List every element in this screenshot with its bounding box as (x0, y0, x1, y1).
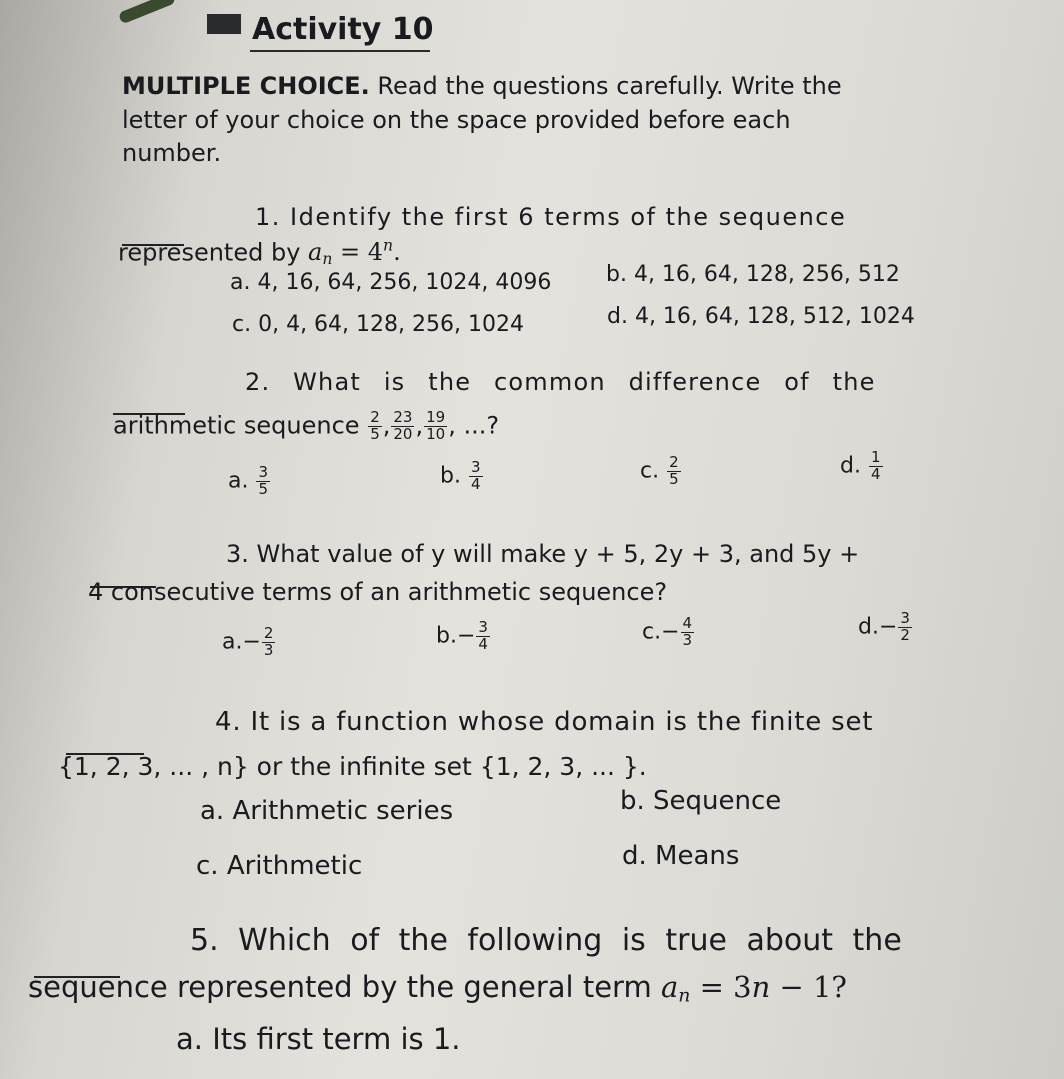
q2-choice-c[interactable]: c. $\frac{2}{5}$ (640, 453, 679, 488)
q2-choice-b[interactable]: b. $\frac{3}{4}$ (440, 458, 481, 493)
q2-choice-a[interactable]: a. $\frac{3}{5}$ (228, 463, 269, 498)
instructions-line-2: letter of your choice on the space provided before each (122, 106, 791, 134)
q2-seq-tail: , ...? (448, 411, 500, 440)
q2-text-line-2: arithmetic sequence $\frac{2}{5}$ , $\frac{23}{20}$ , $\frac{19}{10}$ , ...? (113, 408, 500, 443)
marker-decoration (207, 14, 241, 34)
q1-text-line-2: represented by $a_n = 4^n$. (118, 237, 401, 269)
instructions-lead: MULTIPLE CHOICE. (122, 72, 370, 100)
page-title: Activity 10 (252, 12, 434, 47)
title-underline (250, 50, 430, 52)
q3-choice-b[interactable]: b.− $\frac{3}{4}$ (436, 618, 488, 653)
q1-choice-a[interactable]: a. 4, 16, 64, 256, 1024, 4096 (230, 270, 552, 295)
q2-text-line-1: 2. What is the common difference of the (245, 368, 876, 396)
q1-formula: $a_n = 4^n$. (308, 237, 401, 269)
pen-decoration (118, 0, 176, 24)
q5-text-line-2: sequence represented by the general term $a_n = 3n - 1$? (28, 970, 847, 1007)
q2-seq-term-1: $\frac{2}{5}$ (370, 408, 380, 443)
q5-choice-a[interactable]: a. Its first term is 1. (176, 1022, 461, 1056)
q4-choice-a[interactable]: a. Arithmetic series (200, 796, 454, 826)
q5-formula: $a_n = 3n - 1$? (660, 970, 847, 1007)
q4-choice-b[interactable]: b. Sequence (620, 786, 782, 816)
q3-choice-d[interactable]: d.− $\frac{3}{2}$ (858, 609, 910, 644)
instructions-line-1 (122, 72, 842, 100)
q3-text-line-2: 4 consecutive terms of an arithmetic sequence? (88, 578, 668, 606)
q5-text-line-1: 5. Which of the following is true about the (190, 923, 902, 958)
q4-choice-c[interactable]: c. Arithmetic (196, 851, 363, 881)
q1-choice-b[interactable]: b. 4, 16, 64, 128, 256, 512 (606, 262, 900, 287)
q4-choice-d[interactable]: d. Means (622, 841, 740, 871)
q2-choice-d[interactable]: d. $\frac{1}{4}$ (840, 448, 881, 483)
q2-seq-term-3: $\frac{19}{10}$ (426, 408, 446, 443)
q2-seq-term-2: $\frac{23}{20}$ (393, 408, 413, 443)
q3-choice-a[interactable]: a.− $\frac{2}{3}$ (222, 624, 274, 659)
q1-text-line-1: 1. Identify the first 6 terms of the sequence (255, 203, 847, 231)
q1-choice-c[interactable]: c. 0, 4, 64, 128, 256, 1024 (232, 312, 524, 337)
instructions-text-1: Read the questions carefully. Write the (377, 72, 842, 100)
instructions-line-3: number. (122, 139, 222, 167)
q4-text-line-1: 4. It is a function whose domain is the finite set (215, 707, 874, 737)
q4-text-line-2: {1, 2, 3, ... , n} or the infinite set {1, 2, 3, ... }. (58, 752, 647, 781)
q1-choice-d[interactable]: d. 4, 16, 64, 128, 512, 1024 (607, 304, 915, 329)
q3-text-line-1: 3. What value of y will make y + 5, 2y + 3, and 5y + (226, 540, 860, 568)
q3-choice-c[interactable]: c.− $\frac{4}{3}$ (642, 614, 693, 649)
